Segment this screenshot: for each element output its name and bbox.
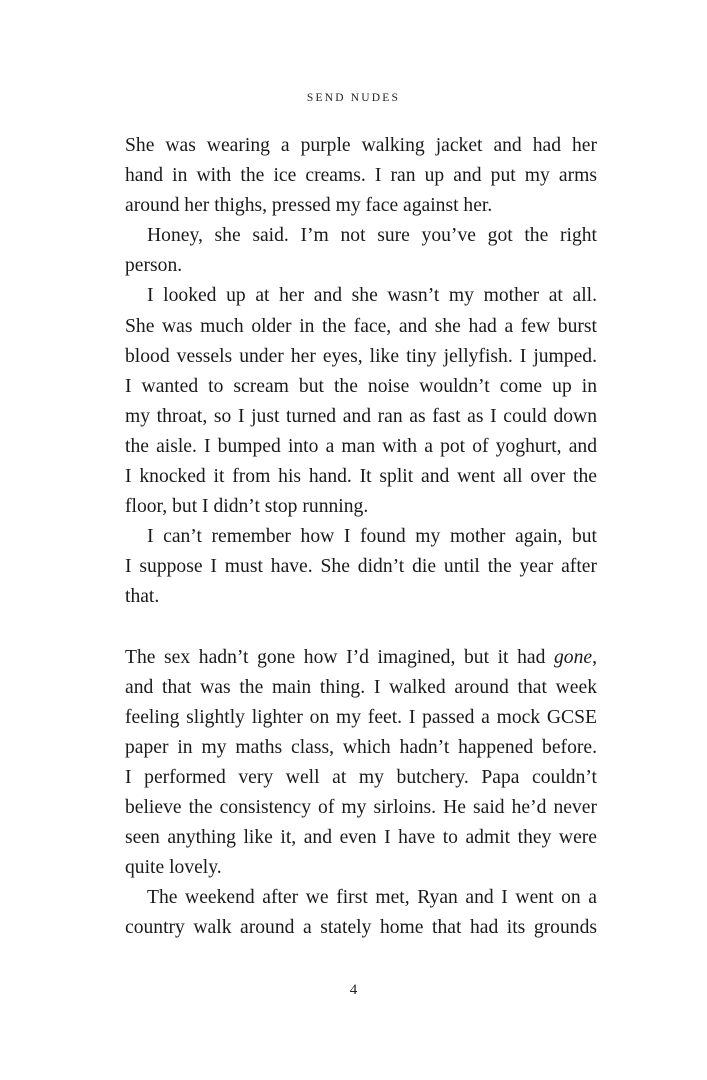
text-line: my throat, so I just turned and ran as fast as I could down [125,405,597,427]
text-line: believe the consistency of my sirloins. He said he’d never [125,797,597,819]
text-line: I wanted to scream but the noise wouldn’t come up in [125,375,597,397]
text-segment: The sex hadn’t gone how I’d imagined, but it had [125,646,554,668]
text-line: hand in with the ice creams. I ran up and put my arms [125,165,597,187]
italic-text: gone [554,646,593,668]
section-break [125,613,597,643]
text-line: quite lovely. [125,857,222,879]
text-line: seen anything like it, and even I have to admit they were [125,827,597,849]
text-line: the aisle. I bumped into a man with a pot of yoghurt, and [125,435,597,457]
text-line: and that was the main thing. I walked around that week [125,676,597,698]
text-line: Honey, she said. I’m not sure you’ve got the right [147,225,597,247]
text-line: country walk around a stately home that had its grounds [125,917,597,939]
text-line: floor, but I didn’t stop running. [125,496,369,518]
text-line: around her thighs, pressed my face against her. [125,195,493,217]
text-line: The weekend after we first met, Ryan and I went on a [147,887,597,909]
text-line [125,643,597,673]
text-line: blood vessels under her eyes, like tiny jellyfish. I jumped. [125,345,597,367]
text-line: paper in my maths class, which hadn’t happened before. [125,736,597,758]
text-line: I performed very well at my butchery. Papa couldn’t [125,766,597,788]
body-text [125,131,597,944]
text-line: I knocked it from his hand. It split and went all over the [125,466,597,488]
text-line: person. [125,255,183,277]
text-line: feeling slightly lighter on my feet. I passed a mock GCSE [125,706,597,728]
running-head: SEND NUDES [306,92,401,104]
text-line: I can’t remember how I found my mother again, but [147,526,597,548]
text-segment: , [592,646,597,668]
text-line: She was much older in the face, and she had a few burst [125,315,597,337]
text-line: that. [125,586,160,608]
page-number: 4 [349,982,358,998]
text-line: She was wearing a purple walking jacket and had her [125,135,597,156]
text-line: I suppose I must have. She didn’t die until the year after [125,556,597,578]
text-line: I looked up at her and she wasn’t my mother at all. [147,285,597,307]
